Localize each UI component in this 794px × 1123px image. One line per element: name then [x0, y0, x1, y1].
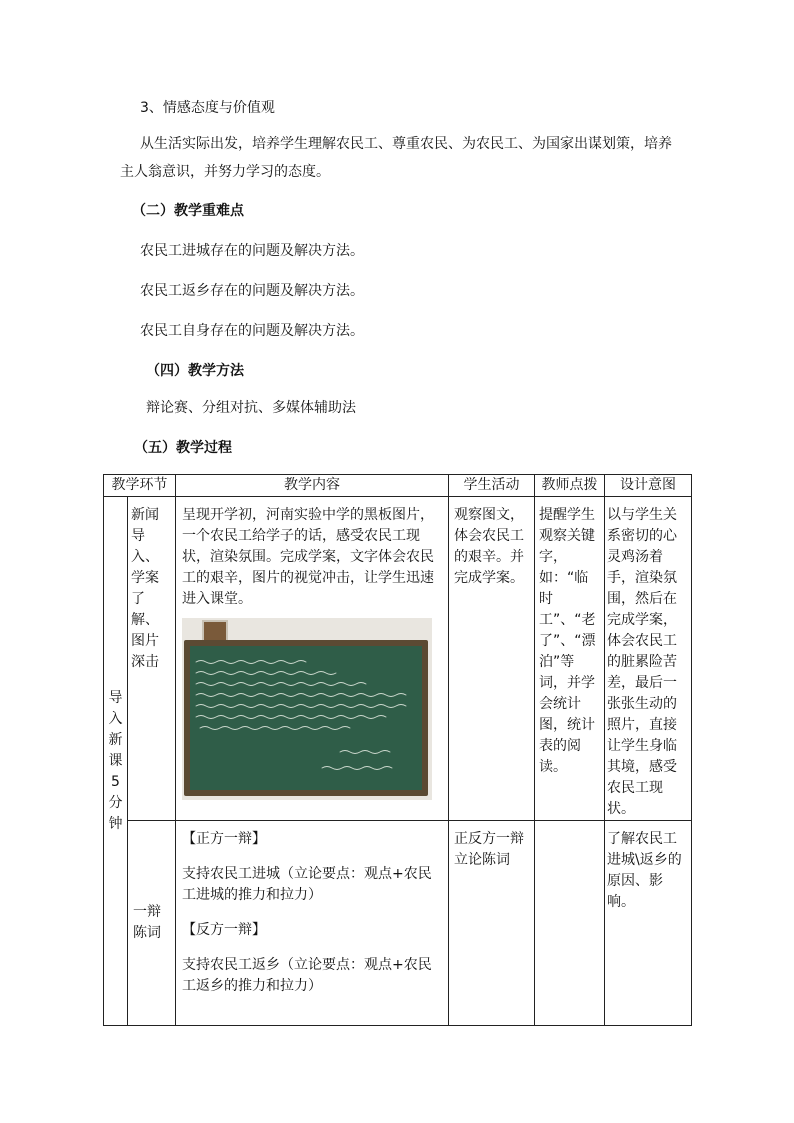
- sub-stage-cell: 新闻导入、学案了解、图片深击: [128, 497, 176, 821]
- header-content: 教学内容: [176, 475, 449, 497]
- student-activity-cell: 正反方一辩立论陈词: [449, 821, 535, 1026]
- stage-char: 新: [108, 731, 123, 748]
- header-student-activity: 学生活动: [449, 475, 535, 497]
- stage-char: 课: [108, 752, 123, 769]
- header-design-intent: 设计意图: [605, 475, 692, 497]
- table-row: [104, 821, 692, 1026]
- teacher-guidance-cell: [535, 821, 605, 1026]
- content-cell: [176, 497, 449, 821]
- values-paragraph: 从生活实际出发，培养学生理解农民工、尊重农民、为农民工、为国家出谋划策，培养主人翁意识，并努力学习的态度。: [120, 136, 672, 180]
- blackboard-photo: [182, 618, 432, 800]
- teacher-guidance-cell: 提醒学生观察关键字，如：“临时工”、“老了”、“漂泊”等词，并学会统计图，统计表的阅读。: [535, 497, 605, 821]
- sub-stage-cell: 一辩陈词: [128, 821, 176, 1026]
- blackboard-frame: [184, 640, 428, 796]
- key-point-item: 农民工自身存在的问题及解决方法。: [140, 323, 364, 339]
- content-text: 呈现开学初，河南实验中学的黑板图片，一个农民工给学子的话，感受农民工现状，渲染氛围。完成学案，文字体会农民工的艰辛，图片的视觉冲击，让学生迅速进入课堂。: [182, 507, 434, 607]
- key-point-item: 农民工返乡存在的问题及解决方法。: [140, 283, 364, 299]
- lesson-process-table: [103, 474, 692, 1026]
- design-intent-cell: 了解农民工进城\返乡的原因、影响。: [605, 821, 692, 1026]
- stage-char: 5: [111, 773, 120, 790]
- pro-side-text: 支持农民工进城（立论要点：观点+农民工进城的推力和拉力）: [182, 866, 432, 903]
- process-heading: （五）教学过程: [134, 440, 232, 456]
- section-values-heading: 3、情感态度与价值观: [140, 100, 275, 116]
- key-point-item: 农民工进城存在的问题及解决方法。: [140, 243, 364, 259]
- stage-char: 分: [108, 794, 123, 811]
- pro-side-label: 【正方一辩】: [182, 831, 266, 847]
- stage-char: 入: [108, 710, 123, 727]
- con-side-text: 支持农民工返乡（立论要点：观点+农民工返乡的推力和拉力）: [182, 957, 432, 994]
- chalk-writing-image: [190, 646, 422, 790]
- student-activity-cell: 观察图文，体会农民工的艰辛。并完成学案。: [449, 497, 535, 821]
- header-teacher-guidance: 教师点拨: [535, 475, 605, 497]
- con-side-label: 【反方一辩】: [182, 922, 266, 938]
- table-row: [104, 497, 692, 821]
- key-points-heading: （二）教学重难点: [132, 203, 244, 219]
- content-cell: [176, 821, 449, 1026]
- stage-char: 导: [108, 689, 123, 706]
- methods-text: 辩论赛、分组对抗、多媒体辅助法: [146, 400, 356, 416]
- stage-intro-cell: [104, 497, 128, 1026]
- stage-char: 钟: [108, 815, 123, 832]
- chalkboard-surface: [190, 646, 422, 790]
- design-intent-cell: 以与学生关系密切的心灵鸡汤着手，渲染氛围，然后在完成学案，体会农民工的脏累险苦差，最后一张张生动的照片，直接让学生身临其境，感受农民工现状。: [605, 497, 692, 821]
- header-stage: 教学环节: [104, 475, 176, 497]
- methods-heading: （四）教学方法: [146, 363, 244, 379]
- table-header-row: [104, 475, 692, 497]
